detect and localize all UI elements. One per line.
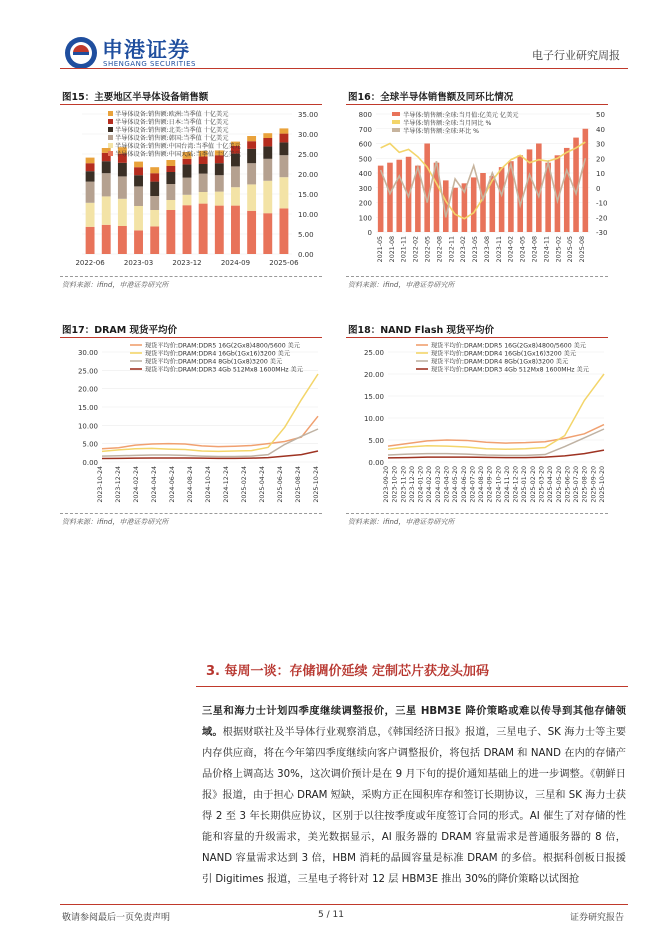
fig18-xtick-label: 2025-04-20 xyxy=(547,466,555,503)
fig15-legend-label: 半导体设备:销售额:北美:当季值 十亿美元 xyxy=(115,127,229,134)
fig17-xtick-label: 2025-08-24 xyxy=(295,466,302,503)
fig16-bar xyxy=(471,177,477,232)
fig17-ytick-label: 10.00 xyxy=(77,422,98,431)
fig15-legend-label: 半导体设备:销售额:韩国:当季值 十亿美元 xyxy=(115,135,229,142)
fig15-bar-segment xyxy=(150,226,159,254)
fig18-xtick-label: 2025-07-20 xyxy=(573,466,581,503)
fig15-bar-segment xyxy=(102,196,111,224)
fig16-ytick-right-label: -20 xyxy=(596,214,608,223)
fig18-xtick-label: 2024-03-20 xyxy=(434,466,442,503)
header-divider xyxy=(60,68,628,69)
fig15-xtick-label: 2022-06 xyxy=(75,259,105,267)
fig18-xtick-label: 2024-11-20 xyxy=(503,466,511,503)
fig18-xtick-label: 2023-11-20 xyxy=(400,466,408,503)
fig16-xtick-label: 2024-11 xyxy=(543,236,551,263)
fig17-legend-label: 现货平均价:DRAM:DDR4 16Gb(1Gx16)3200 美元 xyxy=(145,350,291,358)
fig15-bar-segment xyxy=(263,181,272,213)
fig17-source-rule xyxy=(60,513,322,514)
fig16-xtick-label: 2022-11 xyxy=(448,236,456,263)
fig15-bar-segment xyxy=(231,166,240,187)
fig18-xtick-label: 2024-06-20 xyxy=(460,466,468,503)
fig15-xtick-label: 2025-06 xyxy=(269,259,299,267)
fig15-bar-segment xyxy=(150,210,159,226)
fig16-chart xyxy=(346,108,616,274)
fig15-bar-segment xyxy=(279,177,288,208)
fig15-bar-segment xyxy=(118,226,127,254)
fig16-title: 图16：全球半导体销售额及同环比情况 xyxy=(348,92,514,103)
fig15-bar-segment xyxy=(263,138,272,146)
fig15-bar-segment xyxy=(215,206,224,254)
fig17-xtick-label: 2025-04-24 xyxy=(259,466,266,503)
fig15-bar-segment xyxy=(199,174,208,192)
fig15-ytick-label: 30.00 xyxy=(298,131,319,139)
fig16-xtick-label: 2024-05 xyxy=(519,236,527,263)
fig15-bar-segment xyxy=(166,160,175,166)
fig15-bar-segment xyxy=(118,163,127,177)
fig15-legend-swatch xyxy=(108,111,113,116)
fig15-bar-segment xyxy=(183,164,192,177)
fig15-legend-label: 半导体设备:销售额:日本:当季值 十亿美元 xyxy=(115,119,229,126)
fig15-xtick-label: 2023-03 xyxy=(123,259,154,267)
fig15-bar-segment xyxy=(199,192,208,204)
logo-text: 申港证券 xyxy=(102,38,190,62)
fig18-xtick-label: 2025-06-20 xyxy=(564,466,572,503)
fig15-bar-segment xyxy=(215,163,224,175)
fig15-bar-segment xyxy=(279,128,288,133)
fig18-xtick-label: 2025-01-20 xyxy=(521,466,529,503)
fig16-ytick-right-label: 20 xyxy=(596,155,605,164)
fig16-xtick-label: 2021-05 xyxy=(376,236,384,263)
fig15-source: 资料来源：ifind，申港证券研究所 xyxy=(62,281,169,289)
fig17-xtick-label: 2024-04-24 xyxy=(151,466,158,503)
fig15-ytick-label: 25.00 xyxy=(298,151,319,159)
fig15-legend-swatch xyxy=(108,119,113,124)
fig15-bar-segment xyxy=(118,176,127,198)
fig15-bar-segment xyxy=(86,227,95,254)
fig18-chart xyxy=(346,340,616,512)
fig18-xtick-label: 2025-05-20 xyxy=(555,466,563,503)
fig18-series-line xyxy=(388,374,604,449)
fig15-bar-segment xyxy=(183,205,192,254)
fig18-ytick-label: 10.00 xyxy=(363,415,384,423)
fig15-legend-swatch xyxy=(108,143,113,148)
fig16-bar xyxy=(424,144,430,233)
footer-disclaimer: 敬请参阅最后一页免责声明 xyxy=(62,913,171,923)
fig15-bar-segment xyxy=(279,142,288,155)
fig15-bar-segment xyxy=(134,167,143,175)
fig15-bar-segment xyxy=(231,206,240,254)
fig15-bar-segment xyxy=(247,141,256,149)
fig17-ytick-label: 0.00 xyxy=(82,459,98,467)
fig15-bar-segment xyxy=(134,230,143,254)
fig15-bar-segment xyxy=(183,159,192,165)
fig16-bar xyxy=(387,163,393,232)
fig18-legend-label: 现货平均价:DRAM:DDR4 16Gb(1Gx16)3200 美元 xyxy=(431,350,577,358)
logo-icon xyxy=(64,36,98,70)
fig15-bar-segment xyxy=(118,199,127,226)
fig16-ytick-right-label: -10 xyxy=(596,199,608,208)
fig18-legend-label: 现货平均价:DRAM:DDR5 16G(2Gx8)4800/5600 美元 xyxy=(431,342,586,350)
fig15-legend-label: 半导体设备:销售额:中国台湾:当季值 十亿美元 xyxy=(115,143,241,150)
fig16-legend-swatch xyxy=(392,112,400,116)
fig15-xtick-label: 2023-12 xyxy=(172,259,202,267)
fig15-bar-segment xyxy=(134,186,143,206)
fig16-xtick-label: 2023-11 xyxy=(495,236,503,263)
fig18-xtick-label: 2025-02-20 xyxy=(529,466,537,503)
fig16-xtick-label: 2022-02 xyxy=(412,236,420,263)
section-title: 3. 每周一谈：存储调价延续 定制芯片获龙头加码 xyxy=(206,664,490,679)
fig17-source: 资料来源：ifind，申港证券研究所 xyxy=(62,518,169,526)
fig18-source-rule xyxy=(346,513,608,514)
fig17-xtick-label: 2024-12-24 xyxy=(223,466,230,503)
fig18-xtick-label: 2024-07-20 xyxy=(469,466,477,503)
fig15-bar-segment xyxy=(199,164,208,174)
fig15-ytick-label: 10.00 xyxy=(298,211,319,219)
fig16-bar xyxy=(583,129,589,232)
fig18-xtick-label: 2023-09-20 xyxy=(383,466,390,503)
fig17-ytick-label: 15.00 xyxy=(77,404,98,412)
fig16-ytick-right-label: 50 xyxy=(596,111,605,119)
fig15-xtick-label: 2024-09 xyxy=(220,259,251,267)
fig17-ytick-label: 30.00 xyxy=(77,349,98,357)
fig16-xtick-label: 2021-08 xyxy=(388,236,396,263)
fig17-xtick-label: 2025-10-24 xyxy=(313,466,320,503)
section-body xyxy=(202,701,626,890)
fig16-legend-swatch xyxy=(392,128,400,132)
fig15-bar-segment xyxy=(166,210,175,254)
fig15-bar-segment xyxy=(199,204,208,254)
fig15-chart xyxy=(60,108,330,274)
fig17-xtick-label: 2023-10-24 xyxy=(97,466,104,503)
fig16-ytick-left-label: 700 xyxy=(358,125,372,134)
fig16-legend-label: 半导体:销售额:全球:当月值:亿美元 亿美元 xyxy=(403,112,519,119)
fig15-ytick-label: 5.00 xyxy=(298,231,314,239)
fig15-bar-segment xyxy=(279,134,288,143)
fig16-ytick-right-label: 40 xyxy=(596,125,605,134)
report-type: 电子行业研究周报 xyxy=(532,49,620,62)
fig15-bar-segment xyxy=(134,175,143,186)
fig16-ytick-left-label: 200 xyxy=(358,199,372,208)
fig15-title: 图15：主要地区半导体设备销售额 xyxy=(62,92,209,103)
fig15-bar-segment xyxy=(86,163,95,171)
fig16-ytick-left-label: 600 xyxy=(358,140,372,149)
fig16-xtick-label: 2023-05 xyxy=(472,236,480,263)
fig15-bar-segment xyxy=(247,149,256,163)
fig18-xtick-label: 2023-12-20 xyxy=(408,466,416,503)
fig18-xtick-label: 2024-04-20 xyxy=(443,466,451,503)
fig15-bar-segment xyxy=(86,203,95,227)
fig18-xtick-label: 2024-08-20 xyxy=(478,466,486,503)
fig15-bar-segment xyxy=(150,182,159,196)
fig15-ytick-label: 0.00 xyxy=(298,251,314,259)
fig16-xtick-label: 2024-08 xyxy=(531,236,539,263)
fig15-bar-segment xyxy=(247,211,256,254)
fig16-legend-label: 半导体:销售额:全球:当月同比 % xyxy=(403,120,492,127)
fig16-ytick-left-label: 400 xyxy=(358,170,372,178)
fig15-bar-segment xyxy=(86,171,95,181)
fig15-bar-segment xyxy=(263,146,272,158)
fig15-bar-segment xyxy=(166,200,175,210)
section-lead: 三星和海力士计划四季度继续调整报价，三星 HBM3E 降价策略或难以传导到其他存储领域。 xyxy=(202,706,626,738)
fig16-xtick-label: 2022-08 xyxy=(436,236,444,263)
fig15-legend-swatch xyxy=(108,135,113,140)
fig18-ytick-label: 15.00 xyxy=(363,393,384,401)
fig16-ytick-right-label: 10 xyxy=(596,170,605,178)
fig15-bar-segment xyxy=(279,155,288,177)
fig15-bar-segment xyxy=(102,161,111,173)
fig15-ytick-label: 15.00 xyxy=(298,191,319,199)
fig15-bar-segment xyxy=(215,175,224,191)
fig18-xtick-label: 2024-09-20 xyxy=(486,466,494,503)
fig15-bar-segment xyxy=(102,225,111,254)
fig15-bar-segment xyxy=(166,172,175,184)
fig15-bar-segment xyxy=(86,182,95,203)
fig15-legend-label: 半导体设备:销售额:中国大陆:当季值 十亿美元 xyxy=(115,151,241,158)
fig15-bar-segment xyxy=(102,173,111,196)
fig15-source-rule xyxy=(60,276,322,277)
fig16-ytick-right-label: 30 xyxy=(596,140,605,149)
fig16-legend-swatch xyxy=(392,120,400,124)
footer-report-label: 证券研究报告 xyxy=(569,913,624,923)
fig16-ytick-left-label: 0 xyxy=(367,229,372,237)
fig17-legend-label: 现货平均价:DRAM:DDR5 16G(2Gx8)4800/5600 美元 xyxy=(145,342,300,350)
logo-subtext: SHENGANG SECURITIES xyxy=(103,60,196,68)
fig16-title-rule xyxy=(346,104,608,105)
fig15-bar-segment xyxy=(247,136,256,141)
fig16-xtick-label: 2025-08 xyxy=(579,235,587,263)
fig16-xtick-label: 2023-02 xyxy=(460,236,468,263)
section-paragraph: 根据财联社及半导体行业观察消息，《韩国经济日报》报道，三星电子、SK 海力士等主要内存供应商，将在今年第四季度继续向客户调整报价，将包括 DRAM 和 NAND 在内的存储产品价格上调高达 30%，这次调价预计是在 9 月下旬的提价通知基础上的进一步调整。《朝鲜日报》报道，由于担心 DRAM 短缺，采购方正在囤积库存和签订长期协议，三星和 SK 海力士获得 2 至 3 年长期供应协议，区别于以往按季度或年度签订合同的形式。AI 催生了对存储的性能和容量的升级需求，美光数据显示，AI 服务器的 DRAM 容量需求是普通服务器的 8 倍，NAND 容量需求达到 3 倍，HBM 消耗的晶圆容量是标准 DRAM 的多倍。根据科创板日报援引 Digitimes 报道，三星电子将针对 12 层 HBM3E 推出 30%的降价策略以试图抢 xyxy=(202,727,626,885)
fig18-xtick-label: 2024-02-20 xyxy=(426,466,434,503)
fig17-series-line xyxy=(102,429,318,457)
fig17-legend-label: 现货平均价:DRAM:DDR3 4Gb 512Mx8 1600MHz 美元 xyxy=(145,366,303,374)
fig15-bar-segment xyxy=(215,192,224,206)
fig17-title-rule xyxy=(60,337,322,338)
fig16-bar xyxy=(452,188,458,232)
fig16-ytick-left-label: 300 xyxy=(358,184,372,193)
fig16-ytick-left-label: 500 xyxy=(358,155,372,164)
fig18-xtick-label: 2025-08-20 xyxy=(581,466,589,503)
fig15-bar-segment xyxy=(183,195,192,205)
fig16-xtick-label: 2024-02 xyxy=(507,236,515,263)
fig16-source-rule xyxy=(346,276,608,277)
fig18-xtick-label: 2025-09-20 xyxy=(590,466,598,503)
fig15-legend-swatch xyxy=(108,151,113,156)
fig18-xtick-label: 2024-01-20 xyxy=(417,466,425,503)
fig15-bar-segment xyxy=(134,162,143,168)
fig18-xtick-label: 2025-10-20 xyxy=(599,466,606,503)
fig15-bar-segment xyxy=(166,184,175,200)
fig17-legend-label: 现货平均价:DRAM:DDR4 8Gb(1Gx8)3200 美元 xyxy=(145,358,283,366)
fig17-chart xyxy=(60,340,330,512)
fig16-xtick-label: 2023-08 xyxy=(483,236,491,263)
section-divider xyxy=(196,686,628,687)
fig17-xtick-label: 2024-08-24 xyxy=(187,466,194,503)
fig17-ytick-label: 20.00 xyxy=(77,385,98,394)
fig16-xtick-label: 2021-11 xyxy=(400,236,408,263)
fig18-xtick-label: 2023-10-20 xyxy=(391,466,399,503)
footer-divider xyxy=(60,904,628,905)
fig17-xtick-label: 2023-12-24 xyxy=(115,466,122,503)
fig18-title-rule xyxy=(346,337,608,338)
fig18-legend-label: 现货平均价:DRAM:DDR3 4Gb 512Mx8 1600MHz 美元 xyxy=(431,366,589,374)
fig15-bar-segment xyxy=(150,196,159,210)
fig18-title: 图18：NAND Flash 现货平均价 xyxy=(348,325,495,336)
fig15-bar-segment xyxy=(183,178,192,195)
fig17-ytick-label: 25.00 xyxy=(77,367,98,376)
fig16-ytick-left-label: 100 xyxy=(358,214,372,223)
fig18-xtick-label: 2025-03-20 xyxy=(538,466,546,503)
fig16-xtick-label: 2025-05 xyxy=(567,236,575,263)
fig15-bar-segment xyxy=(231,187,240,205)
fig17-xtick-label: 2024-02-24 xyxy=(133,466,140,503)
fig15-bar-segment xyxy=(150,167,159,173)
fig15-bar-segment xyxy=(150,173,159,181)
fig15-bar-segment xyxy=(247,163,256,184)
fig18-legend-label: 现货平均价:DRAM:DDR4 8Gb(1Gx8)3200 美元 xyxy=(431,358,569,366)
fig16-bar xyxy=(564,148,570,232)
fig15-bar-segment xyxy=(134,206,143,230)
fig18-xtick-label: 2024-10-20 xyxy=(495,466,503,503)
fig18-xtick-label: 2024-05-20 xyxy=(452,466,460,503)
fig17-title: 图17：DRAM 现货平均价 xyxy=(62,325,178,336)
fig16-xtick-label: 2025-02 xyxy=(555,236,563,263)
fig18-ytick-label: 25.00 xyxy=(363,349,384,357)
fig15-title-rule xyxy=(60,104,322,105)
fig16-ytick-right-label: 0 xyxy=(596,184,601,193)
fig17-series-line xyxy=(102,374,318,451)
fig16-ytick-left-label: 800 xyxy=(358,111,372,119)
fig18-ytick-label: 0.00 xyxy=(368,459,384,467)
fig16-source: 资料来源：ifind，申港证券研究所 xyxy=(348,281,455,289)
fig16-legend-label: 半导体:销售额:全球:环比 % xyxy=(403,128,479,135)
fig15-bar-segment xyxy=(86,158,95,164)
fig18-ytick-label: 5.00 xyxy=(368,437,384,445)
fig17-xtick-label: 2025-02-24 xyxy=(241,466,248,503)
fig15-ytick-label: 20.00 xyxy=(298,171,319,179)
fig16-xtick-label: 2022-05 xyxy=(424,236,432,263)
fig15-bar-segment xyxy=(166,166,175,172)
fig15-bar-segment xyxy=(263,213,272,254)
fig15-bar-segment xyxy=(263,133,272,138)
fig16-ytick-right-label: -30 xyxy=(596,229,608,237)
fig17-xtick-label: 2025-06-24 xyxy=(277,466,284,503)
fig16-bar xyxy=(499,167,505,232)
fig18-source: 资料来源：ifind，申港证券研究所 xyxy=(348,518,455,526)
fig15-ytick-label: 35.00 xyxy=(298,111,319,119)
fig15-legend-label: 半导体设备:销售额:欧洲:当季值 十亿美元 xyxy=(115,111,229,118)
fig17-xtick-label: 2024-06-24 xyxy=(169,466,176,503)
page-number: 5 / 11 xyxy=(318,910,344,920)
fig15-bar-segment xyxy=(279,208,288,254)
fig15-legend-swatch xyxy=(108,127,113,132)
fig15-bar-segment xyxy=(247,184,256,210)
fig17-xtick-label: 2024-10-24 xyxy=(205,466,212,503)
fig18-xtick-label: 2024-12-20 xyxy=(512,466,520,503)
fig17-ytick-label: 5.00 xyxy=(82,440,98,449)
fig15-bar-segment xyxy=(263,159,272,181)
fig18-ytick-label: 20.00 xyxy=(363,371,384,379)
fig16-bar xyxy=(396,160,402,232)
